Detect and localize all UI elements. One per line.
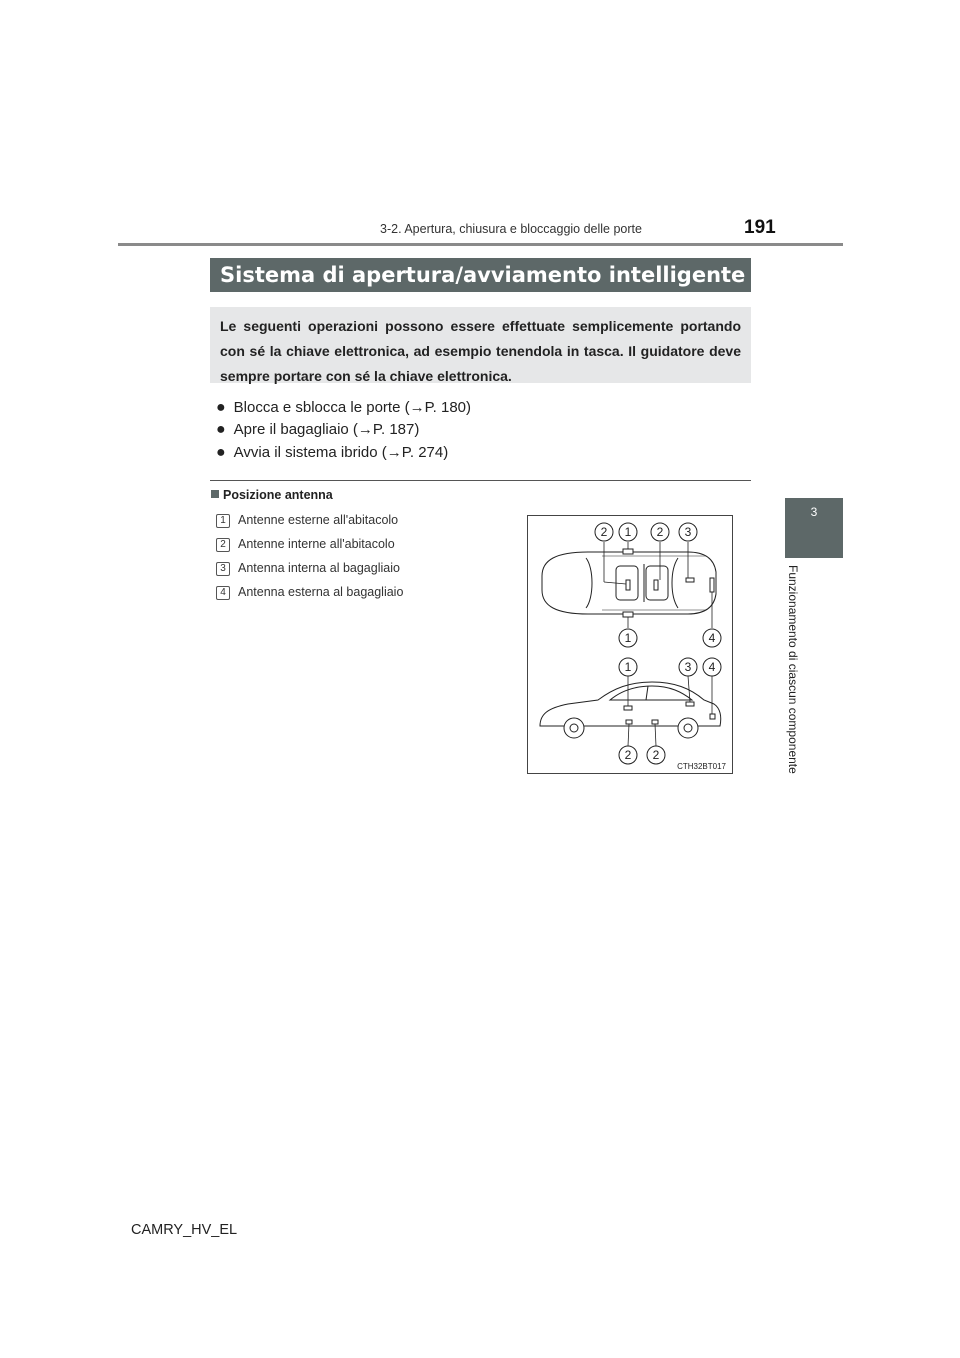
- legend-item: [216, 513, 398, 528]
- callout-number: 3: [684, 525, 692, 539]
- legend-number: 3: [216, 562, 230, 576]
- page-number: 191: [744, 217, 776, 238]
- intro-box: [210, 307, 751, 383]
- section-heading: [211, 488, 333, 502]
- legend-number: 4: [216, 586, 230, 600]
- arrow-icon: →: [386, 444, 402, 461]
- chapter-title: Funzionamento di ciascun componente: [786, 565, 800, 774]
- footer-model: CAMRY_HV_EL: [131, 1222, 238, 1238]
- callout-number: 3: [684, 660, 692, 674]
- page-title: Sistema di apertura/avviamento intelligente: [210, 258, 751, 292]
- header-divider: [118, 243, 843, 246]
- bullet-text: Blocca e sblocca le porte (: [233, 399, 410, 416]
- chapter-tab: [785, 498, 843, 558]
- antenna-diagram: [527, 515, 733, 774]
- bullet-item: [216, 421, 419, 439]
- square-bullet-icon: [211, 490, 219, 498]
- legend-item: [216, 537, 395, 552]
- callout-number: 2: [656, 525, 664, 539]
- antenna-markers-side: [624, 702, 715, 724]
- page-reference[interactable]: P. 180): [424, 399, 472, 416]
- callout-number: 2: [652, 748, 660, 762]
- callout-number: 2: [624, 748, 632, 762]
- diagram-code: CTH32BT017: [677, 762, 726, 771]
- legend-item: [216, 585, 403, 600]
- bullet-dot-icon: ●: [216, 399, 226, 416]
- page-reference[interactable]: P. 187): [372, 421, 420, 438]
- car-illustration: [528, 516, 732, 773]
- callouts-side: [619, 658, 721, 764]
- callout-number: 4: [708, 631, 716, 645]
- bullet-text: Avvia il sistema ibrido (: [233, 444, 387, 461]
- arrow-icon: →: [357, 421, 373, 438]
- section-heading-text: Posizione antenna: [223, 488, 333, 502]
- bullet-dot-icon: ●: [216, 444, 226, 461]
- legend-label: Antenna esterna al bagagliaio: [238, 585, 404, 599]
- bullet-dot-icon: ●: [216, 421, 226, 438]
- legend-item: [216, 561, 400, 576]
- intro-text: Le seguenti operazioni possono essere effettuate semplicemente portando con sé la chiave elettronica, ad esempio tenendola in tasca. Il guidatore deve sempre portare con sé la chiave elettronica.: [220, 318, 741, 384]
- running-header: 3-2. Apertura, chiusura e bloccaggio delle porte: [380, 222, 642, 236]
- callout-number: 2: [600, 525, 608, 539]
- bullet-item: [216, 399, 471, 417]
- legend-number: 2: [216, 538, 230, 552]
- bullet-item: [216, 444, 448, 462]
- callout-number: 1: [624, 631, 632, 645]
- callout-number: 1: [624, 525, 632, 539]
- legend-label: Antenna interna al bagagliaio: [238, 561, 400, 575]
- arrow-icon: →: [409, 399, 425, 416]
- callout-number: 4: [708, 660, 716, 674]
- legend-number: 1: [216, 514, 230, 528]
- page-reference[interactable]: P. 274): [401, 444, 449, 461]
- legend-label: Antenne esterne all'abitacolo: [238, 513, 399, 527]
- callout-numbers-side: [625, 660, 716, 762]
- chapter-number: 3: [810, 505, 818, 519]
- legend-label: Antenne interne all'abitacolo: [238, 537, 395, 551]
- section-divider: [210, 480, 751, 481]
- bullet-text: Apre il bagagliaio (: [233, 421, 358, 438]
- callout-number: 1: [624, 660, 632, 674]
